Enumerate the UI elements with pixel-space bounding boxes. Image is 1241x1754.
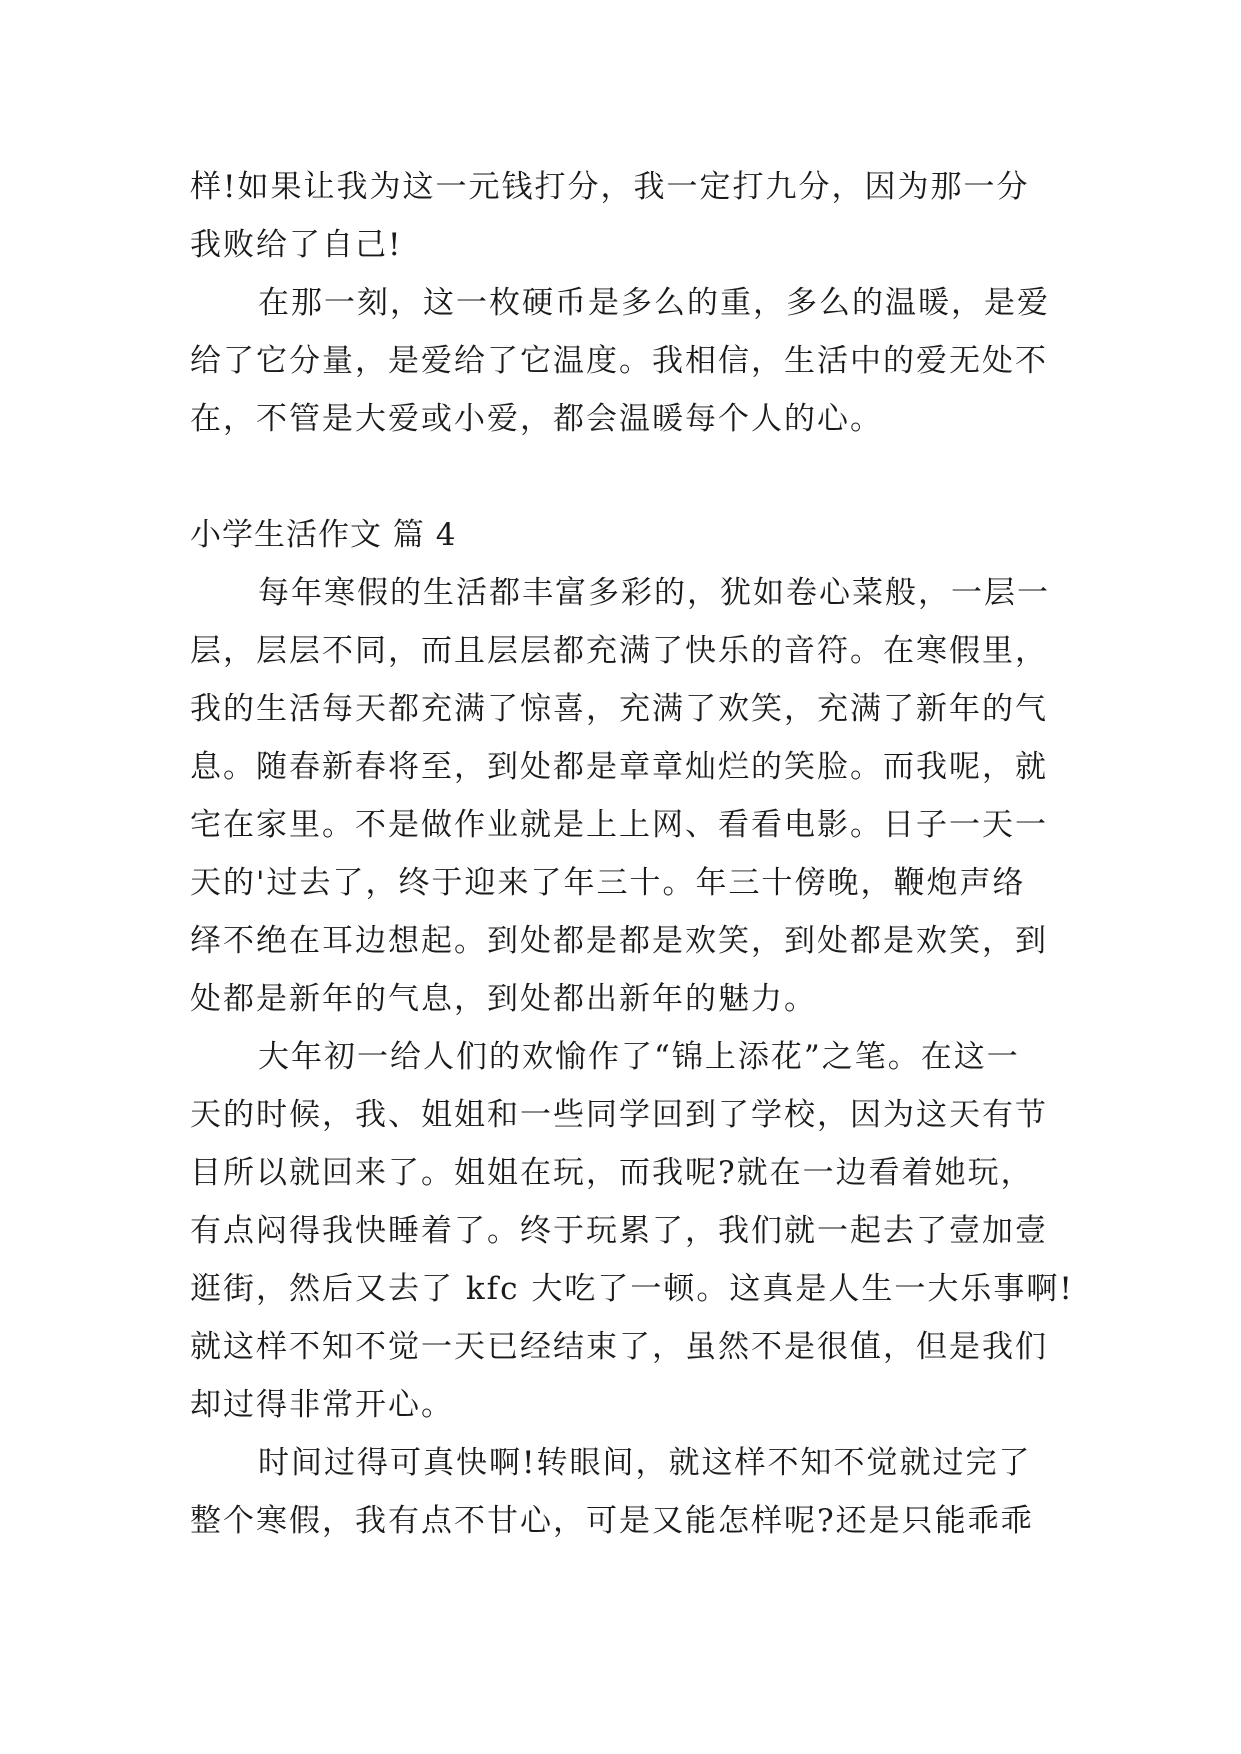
paragraph-continuation bbox=[190, 158, 1070, 274]
text-line: 我的生活每天都充满了惊喜，充满了欢笑，充满了新年的气 bbox=[190, 691, 1048, 727]
text-line: 绎不绝在耳边想起。到处都是都是欢笑，到处都是欢笑，到 bbox=[190, 923, 1048, 959]
text-line: 我败给了自己! bbox=[190, 227, 403, 263]
text-line: 大年初一给人们的欢愉作了“锦上添花”之笔。在这一 bbox=[258, 1039, 1020, 1075]
text-line: 每年寒假的生活都丰富多彩的，犹如卷心菜般，一层一 bbox=[258, 575, 1050, 611]
document-page bbox=[190, 158, 1074, 1550]
section-spacer bbox=[190, 448, 1070, 506]
text-line: 天的'过去了，终于迎来了年三十。年三十傍晚，鞭炮声络 bbox=[190, 865, 1026, 901]
text-line: 却过得非常开心。 bbox=[190, 1387, 454, 1423]
text-line: 在，不管是大爱或小爱，都会温暖每个人的心。 bbox=[190, 401, 883, 437]
text-line: 给了它分量，是爱给了它温度。我相信，生活中的爱无处不 bbox=[190, 343, 1048, 379]
text-line: 逛街，然后又去了 kfc 大吃了一顿。这真是人生一大乐事啊! bbox=[190, 1271, 1074, 1307]
paragraph-love bbox=[190, 274, 1070, 448]
text-line: 宅在家里。不是做作业就是上上网、看看电影。日子一天一 bbox=[190, 807, 1048, 843]
section-heading: 小学生活作文 篇 4 bbox=[190, 517, 457, 553]
text-line: 处都是新年的气息，到处都出新年的魅力。 bbox=[190, 981, 817, 1017]
text-line: 目所以就回来了。姐姐在玩，而我呢?就在一边看着她玩， bbox=[190, 1155, 1034, 1191]
text-line: 时间过得可真快啊!转眼间，就这样不知不觉就过完了 bbox=[258, 1445, 1032, 1481]
text-line: 息。随春新春将至，到处都是章章灿烂的笑脸。而我呢，就 bbox=[190, 749, 1048, 785]
paragraph-winter bbox=[190, 564, 1070, 1028]
paragraph-end bbox=[190, 1434, 1070, 1550]
text-line: 有点闷得我快睡着了。终于玩累了，我们就一起去了壹加壹 bbox=[190, 1213, 1048, 1249]
paragraph-newyear bbox=[190, 1028, 1074, 1434]
text-line: 样!如果让我为这一元钱打分，我一定打九分，因为那一分 bbox=[190, 169, 1030, 205]
text-line: 层，层层不同，而且层层都充满了快乐的音符。在寒假里， bbox=[190, 633, 1048, 669]
text-line: 在那一刻，这一枚硬币是多么的重，多么的温暖，是爱 bbox=[258, 285, 1050, 321]
text-line: 天的时候，我、姐姐和一些同学回到了学校，因为这天有节 bbox=[190, 1097, 1048, 1133]
text-line: 整个寒假，我有点不甘心，可是又能怎样呢?还是只能乖乖 bbox=[190, 1503, 1034, 1539]
text-line: 就这样不知不觉一天已经结束了，虽然不是很值，但是我们 bbox=[190, 1329, 1048, 1365]
